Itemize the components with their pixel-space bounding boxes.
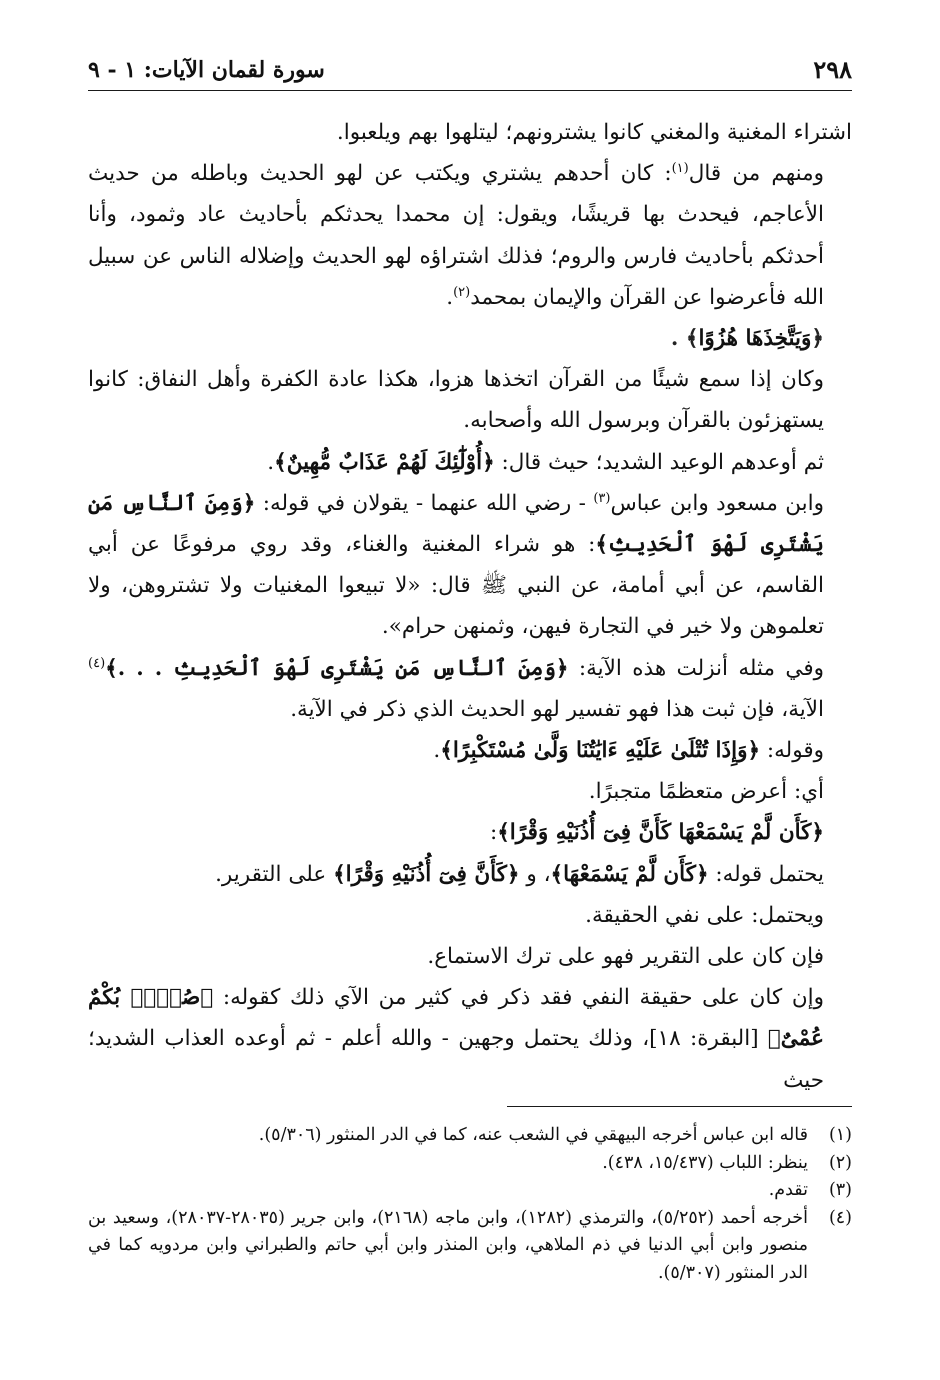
paragraph-text: .: [267, 449, 275, 475]
footnote-text: أخرجه أحمد (٥/٢٥٢)، والترمذي (١٢٨٢)، وابن ماجه (٢١٦٨)، وابن جرير (٢٨٠٣٥-٢٨٠٣٧)، وسعيد بن منصور وابن أبي الدنيا في ذم الملاهي، وابن المنذر وابن أبي حاتم والطبراني وابن مردويه كما في الدر المنثور (٥/٣٠٧).: [88, 1207, 808, 1283]
paragraph: [88, 153, 852, 318]
footnote-number: (٢): [828, 1152, 852, 1173]
quran-verse: ﴿كَأَنَّ فِىٓ أُذُنَيْهِ وَقْرًا﴾: [333, 861, 520, 887]
footnote-item: [88, 1205, 852, 1288]
paragraph-text: وكان إذا سمع شيئًا من القرآن اتخذها هزوا، هكذا عادة الكفرة وأهل النفاق: كانوا يستهزئون بالقرآن وبرسول الله وأصحابه.: [88, 367, 824, 434]
paragraph: [88, 936, 852, 977]
footnote-item: [88, 1150, 852, 1178]
quran-verse: ﴿أُوْلَٰٓئِكَ لَهُمْ عَذَابٌ مُّهِينٌ﴾: [274, 449, 495, 475]
paragraph-text: : كان أحدهم يشتري ويكتب عن لهو الحديث وباطله من حديث الأعاجم، فيحدث بها قريشًا، ويقول: إن محمدا يحدثكم بأحاديث عاد وثمود، وأنا أحدثكم بأحاديث فارس والروم؛ فذلك اشتراؤه لهو الحديث وإضلاله الناس عن سبيل الله فأعرضوا عن القرآن والإيمان بمحمد: [88, 161, 824, 310]
paragraph-text: وقوله:: [760, 738, 824, 764]
quran-verse: ﴿وَإِذَا تُتْلَىٰ عَلَيْهِ ءَايَٰتُنَا وَلَّىٰ مُسْتَكْبِرًا﴾: [440, 738, 761, 764]
paragraph-text: وفي مثله أنزلت هذه الآية:: [568, 655, 824, 681]
paragraph-text: اشتراء المغنية والمغني كانوا يشترونهم؛ ليتلهوا بهم ويلعبوا.: [336, 120, 852, 145]
paragraph: [88, 730, 852, 771]
paragraph-text: :: [489, 820, 498, 846]
footnotes: [88, 1122, 852, 1287]
paragraph-text: ومنهم من قال: [688, 161, 824, 187]
paragraph-text: - رضي الله عنهما - يقولان في قوله:: [255, 490, 594, 516]
paragraph-text: وابن مسعود وابن عباس: [610, 490, 824, 516]
paragraph-text: ، و: [519, 861, 551, 887]
footnote-number: (٣): [828, 1180, 852, 1200]
paragraph: [88, 895, 852, 936]
footnote-text: قاله ابن عباس أخرجه البيهقي في الشعب عنه، كما في الدر المنثور (٥/٣٠٦).: [258, 1125, 808, 1145]
paragraph: [88, 771, 852, 812]
footnote-ref[interactable]: (٣): [593, 490, 611, 506]
paragraph: [88, 977, 852, 1101]
footnote-ref[interactable]: (١): [671, 161, 689, 177]
page-header: [88, 50, 852, 91]
footnote-text: تقدم.: [768, 1180, 808, 1200]
paragraph: [88, 442, 852, 483]
quran-verse-line: [88, 812, 852, 853]
paragraph-text: يحتمل قوله:: [708, 861, 824, 887]
main-text: [88, 112, 852, 1101]
footnote-number: (٤): [828, 1207, 852, 1228]
paragraph-text: [البقرة: ١٨]، وذلك يحتمل وجهين - والله أعلم - ثم أوعده العذاب الشديد؛ حيث: [88, 1026, 824, 1093]
quran-verse: ﴿وَمِنَ ٱلنَّاسِ مَن يَشْتَرِى لَهْوَ ٱلْحَدِيثِ﴾: [88, 490, 824, 558]
footnote-item: [88, 1177, 852, 1205]
paragraph: [88, 112, 852, 153]
footnote-ref[interactable]: (٤): [88, 655, 106, 671]
footnote-ref[interactable]: (٢): [453, 284, 471, 300]
paragraph-text: .: [433, 738, 441, 764]
paragraph-text: الآية، فإن ثبت هذا فهو تفسير لهو الحديث الذي ذكر في الآية.: [290, 696, 824, 722]
paragraph-text: : هو شراء المغنية والغناء، وقد روي مرفوعًا عن أبي القاسم، عن أبي أمامة، عن النبي ﷺ قال: «لا تبيعوا المغنيات ولا تشتروهن، ولا تعلموهن ولا خير في التجارة فيهن، وثمنهن حرام».: [88, 532, 824, 640]
paragraph: [88, 648, 852, 730]
paragraph: [88, 359, 852, 441]
paragraph-text: فإن كان على التقرير فهو على ترك الاستماع.: [427, 944, 824, 970]
quran-verse: ﴿كَأَن لَّمْ يَسْمَعْهَا﴾: [550, 861, 709, 887]
paragraph-text: ويحتمل: على نفي الحقيقة.: [585, 902, 824, 928]
ornate-bracket: ﴾ .: [670, 326, 699, 352]
paragraph-text: وإن كان على حقيقة النفي فقد ذكر في كثير من الآي ذلك كقوله:: [213, 985, 824, 1011]
footnote-number: (١): [828, 1125, 852, 1145]
quran-verse-line: [88, 318, 852, 359]
ornate-bracket: ﴿: [811, 326, 824, 352]
paragraph-text: أي: أعرض متعظمًا متجبرًا.: [588, 779, 824, 805]
paragraph-text: على التقرير.: [215, 861, 334, 887]
footnote-item: [88, 1122, 852, 1150]
paragraph-text: .: [446, 284, 454, 310]
footnote-divider: [507, 1106, 852, 1107]
footnote-text: ينظر: اللباب (١٥/٤٣٧، ٤٣٨).: [602, 1152, 808, 1173]
quran-verse: ﴿صُمٌّۢ بُكْمٌ عُمْىٌ﴾: [88, 985, 824, 1052]
running-title: سورة لقمان الآيات: ١ - ٩: [88, 57, 325, 83]
page-number: ٢٩٨: [813, 55, 852, 84]
paragraph: [88, 483, 852, 648]
quran-verse: ﴿وَمِنَ ٱلنَّاسِ مَن يَشْتَرِى لَهْوَ ٱلْحَدِيثِ . . .﴾: [105, 655, 569, 681]
quran-verse: ﴿كَأَن لَّمْ يَسْمَعْهَا كَأَنَّ فِىٓ أُذُنَيْهِ وَقْرًا﴾: [497, 820, 824, 846]
paragraph-text: ثم أوعدهم الوعيد الشديد؛ حيث قال:: [494, 449, 824, 475]
paragraph: [88, 854, 852, 895]
quran-verse: وَيَتَّخِذَهَا هُزُوًا: [698, 326, 812, 352]
